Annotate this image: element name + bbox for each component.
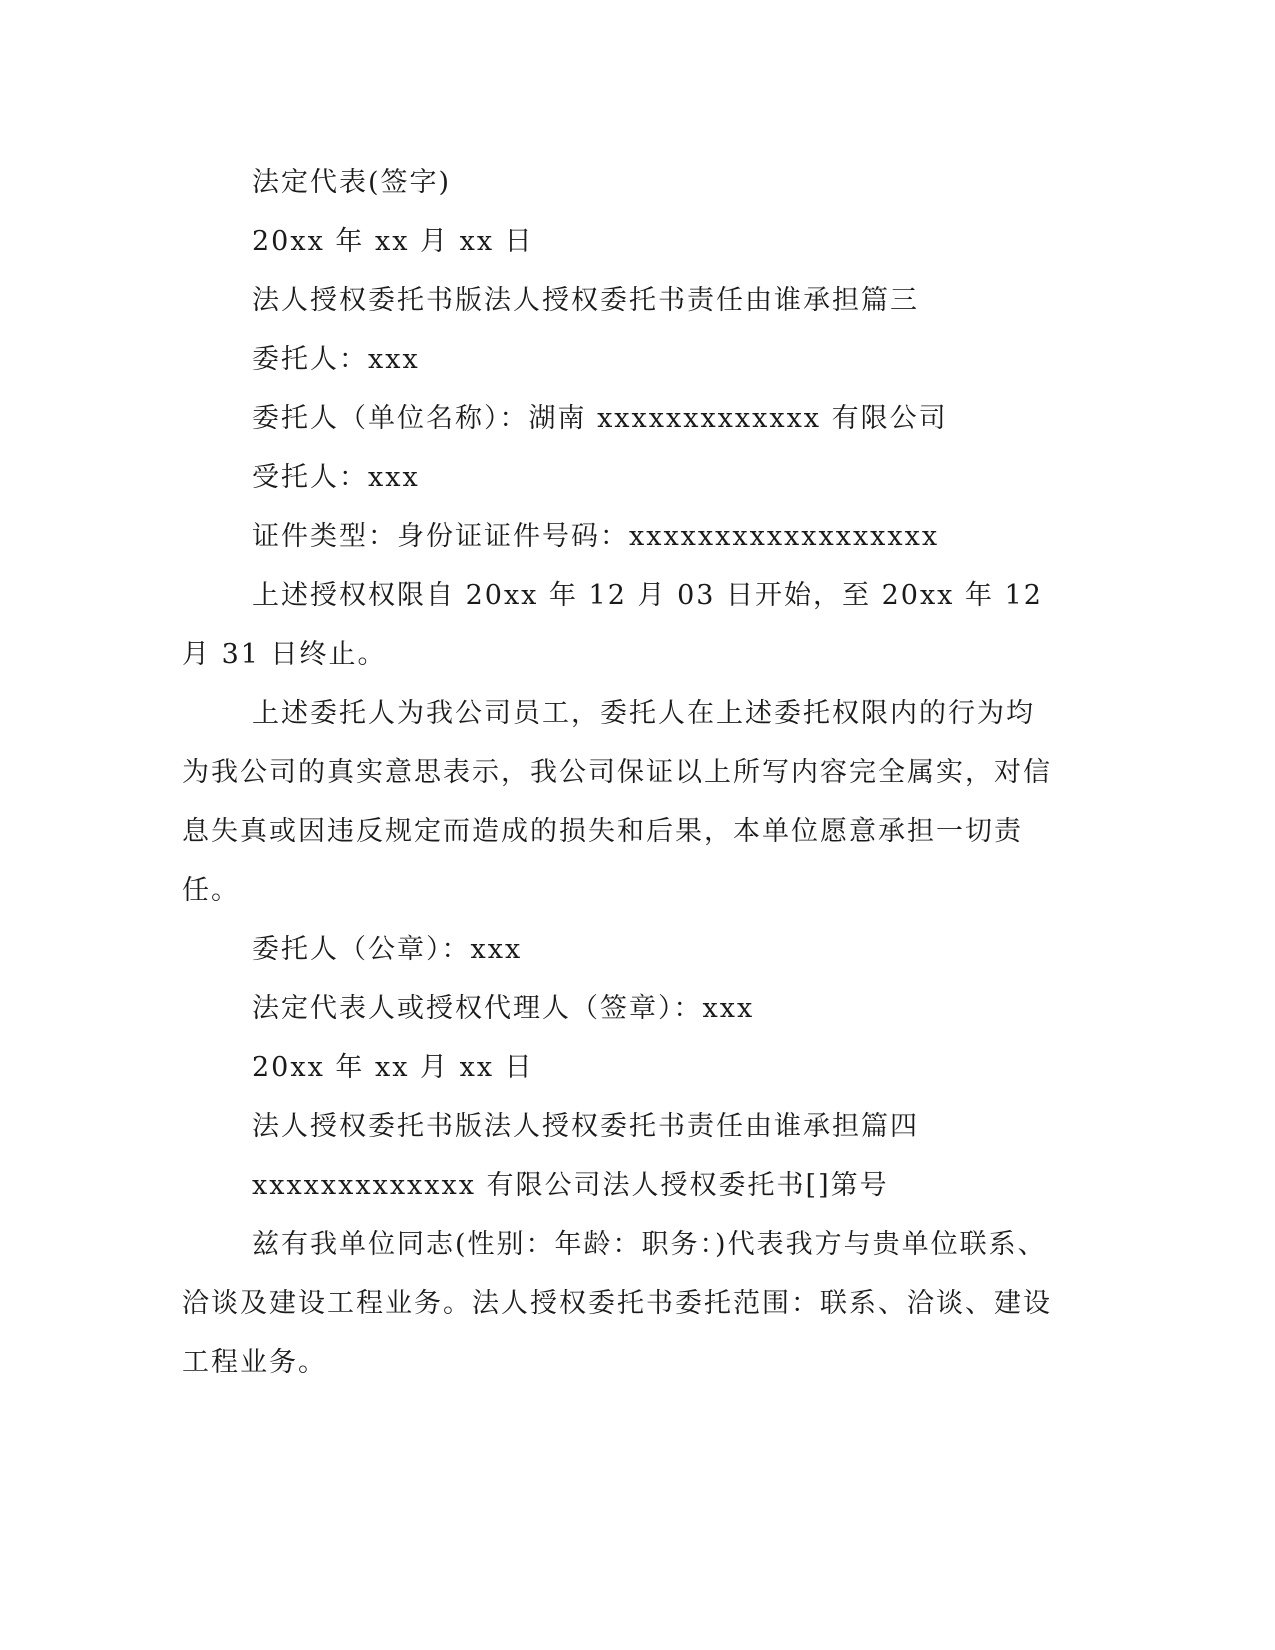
authorization-period-paragraph: 上述授权权限自 20xx 年 12 月 03 日开始，至 20xx 年 12 月 31 日终止。 — [182, 580, 1043, 670]
representative-seal-line: 法定代表人或授权代理人（签章）：xxx — [252, 993, 755, 1024]
authorization-scope-paragraph: 兹有我单位同志(性别：年龄：职务：)代表我方与贵单位联系、洽谈及建设工程业务。法人授权委托书委托范围：联系、洽谈、建设工程业务。 — [182, 1229, 1052, 1378]
principal-seal-line: 委托人（公章）：xxx — [252, 934, 523, 965]
document-body — [182, 153, 1062, 1392]
section-heading-part-four: 法人授权委托书版法人授权委托书责任由谁承担篇四 — [252, 1111, 919, 1142]
section-heading-part-three: 法人授权委托书版法人授权委托书责任由谁承担篇三 — [252, 285, 919, 316]
id-document-line: 证件类型：身份证证件号码：xxxxxxxxxxxxxxxxxx — [252, 521, 940, 552]
signature-line-legal-rep: 法定代表(签字) — [252, 167, 452, 198]
letter-title-line: xxxxxxxxxxxxx 有限公司法人授权委托书[]第号 — [252, 1170, 889, 1201]
responsibility-statement-paragraph: 上述委托人为我公司员工，委托人在上述委托权限内的行为均为我公司的真实意思表示，我公司保证以上所写内容完全属实，对信息失真或因违反规定而造成的损失和后果，本单位愿意承担一切责任。 — [182, 698, 1052, 906]
principal-organization-line: 委托人（单位名称）：湖南 xxxxxxxxxxxxx 有限公司 — [252, 403, 948, 434]
date-line: 20xx 年 xx 月 xx 日 — [252, 226, 534, 257]
principal-line: 委托人：xxx — [252, 344, 420, 375]
agent-line: 受托人：xxx — [252, 462, 420, 493]
date-line-second: 20xx 年 xx 月 xx 日 — [252, 1052, 534, 1083]
